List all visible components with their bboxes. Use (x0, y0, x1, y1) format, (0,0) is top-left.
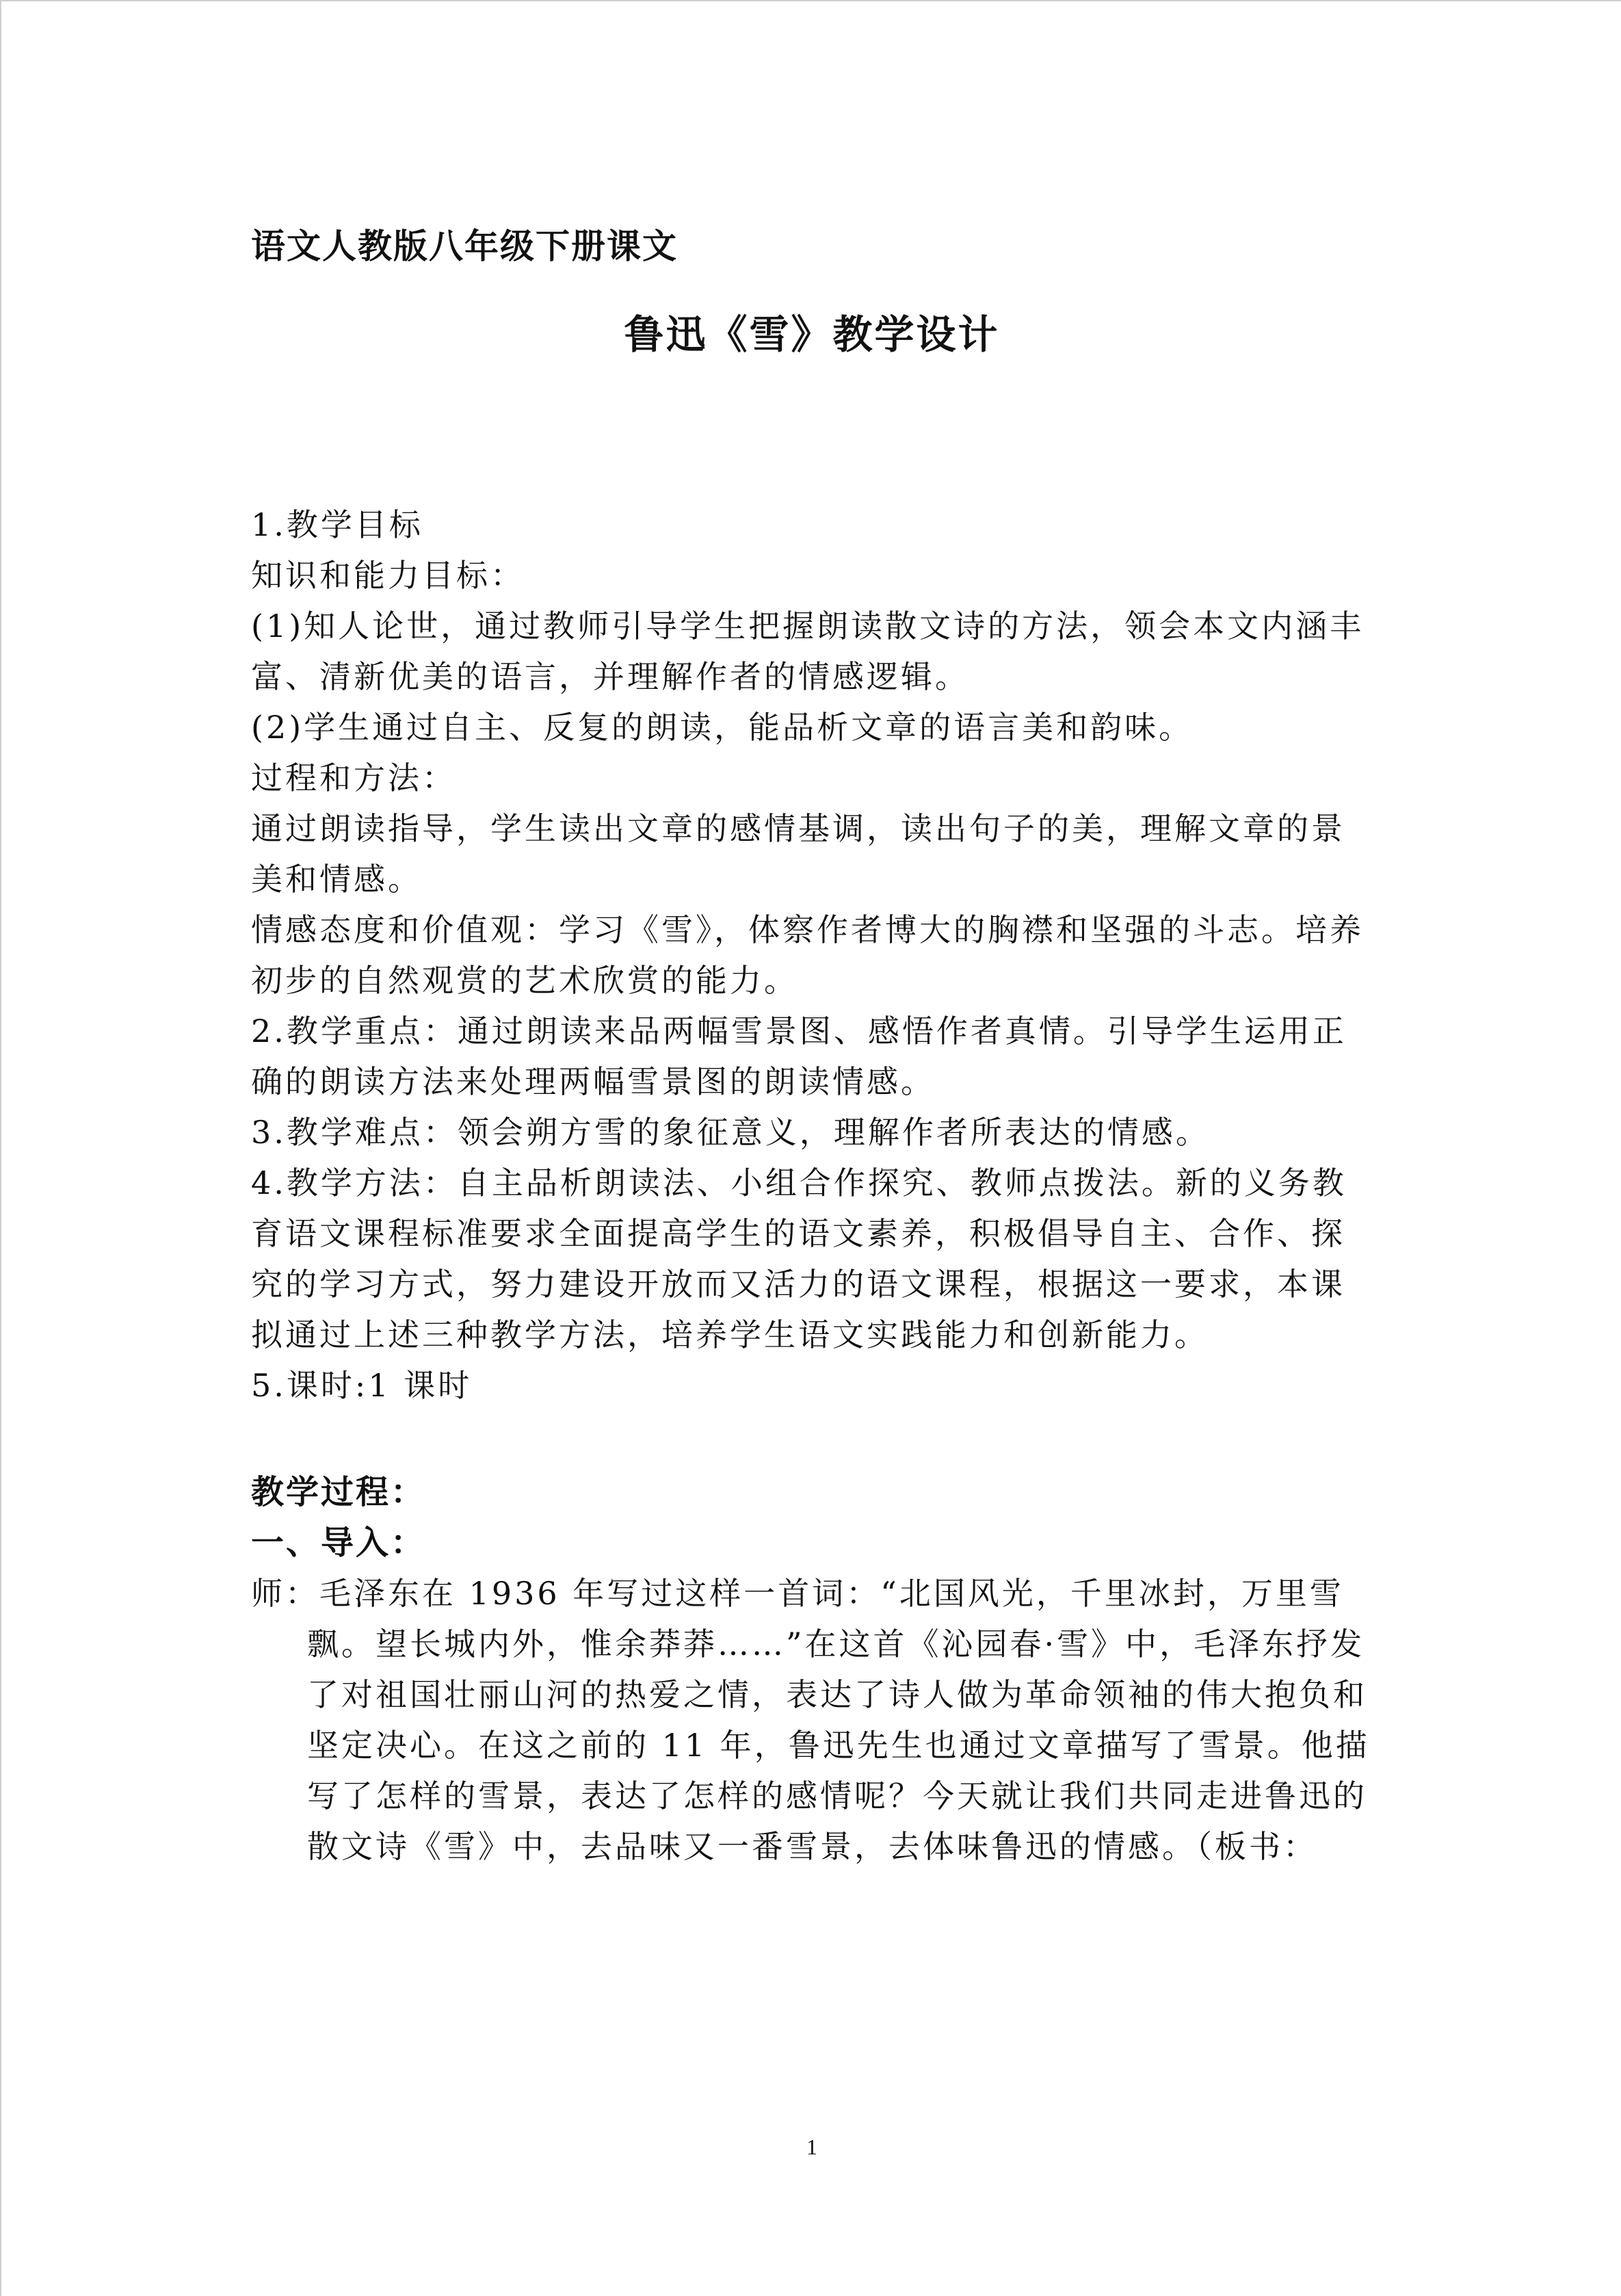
section-gap (251, 1411, 1373, 1467)
series-title: 语文人教版八年级下册课文 (251, 226, 678, 266)
intro-text: 师：毛泽东在 1936 年写过这样一首词：“北国风光，千里冰封，万里雪飘。望长城内外，惟余莽莽……”在这首《沁园春·雪》中，毛泽东抒发了对祖国壮丽山河的热爱之情，表达了诗人做为革命领袖的伟大抱负和坚定决心。在这之前的 11 年，鲁迅先生也通过文章描写了雪景。他描写了怎样的雪景，表达了怎样的感情呢？今天就让我们共同走进鲁迅的散文诗《雪》中，去品味又一番雪景，去体味鲁迅的情感。（板书： (251, 1575, 1370, 1865)
teaching-process-heading: 教学过程： (251, 1473, 426, 1511)
document-body (251, 499, 1373, 1872)
objective-item-1: (1)知人论世，通过教师引导学生把握朗读散文诗的方法，领会本文内涵丰富、清新优美的语言，并理解作者的情感逻辑。 (251, 608, 1365, 695)
intro-heading: 一、导入： (251, 1524, 426, 1562)
objective-item-2: (2)学生通过自主、反复的朗读，能品析文章的语言美和韵味。 (251, 709, 1194, 746)
class-hours: 5.课时:1 课时 (251, 1367, 473, 1404)
knowledge-heading: 知识和能力目标： (251, 557, 525, 594)
process-method-heading: 过程和方法： (251, 759, 456, 796)
process-method-text: 通过朗读指导，学生读出文章的感情基调，读出句子的美，理解文章的景美和情感。 (251, 810, 1345, 898)
methods: 4.教学方法：自主品析朗读法、小组合作探究、教师点拨法。新的义务教育语文课程标准要求全面提高学生的语文素养，积极倡导自主、合作、探究的学习方式，努力建设开放而又活力的语文课程，根据这一要求，本课拟通过上述三种教学方法，培养学生语文实践能力和创新能力。 (251, 1164, 1347, 1353)
key-points: 2.教学重点：通过朗读来品两幅雪景图、感悟作者真情。引导学生运用正确的朗读方法来处理两幅雪景图的朗读情感。 (251, 1013, 1347, 1100)
document-title: 鲁迅《雪》教学设计 (624, 311, 1000, 358)
objectives-heading: 1.教学目标 (251, 506, 423, 543)
difficulties: 3.教学难点：领会朔方雪的象征意义，理解作者所表达的情感。 (251, 1114, 1210, 1151)
page-number: 1 (806, 2135, 817, 2159)
attitude-text: 情感态度和价值观：学习《雪》，体察作者博大的胸襟和坚强的斗志。培养初步的自然观赏的艺术欣赏的能力。 (251, 911, 1364, 999)
